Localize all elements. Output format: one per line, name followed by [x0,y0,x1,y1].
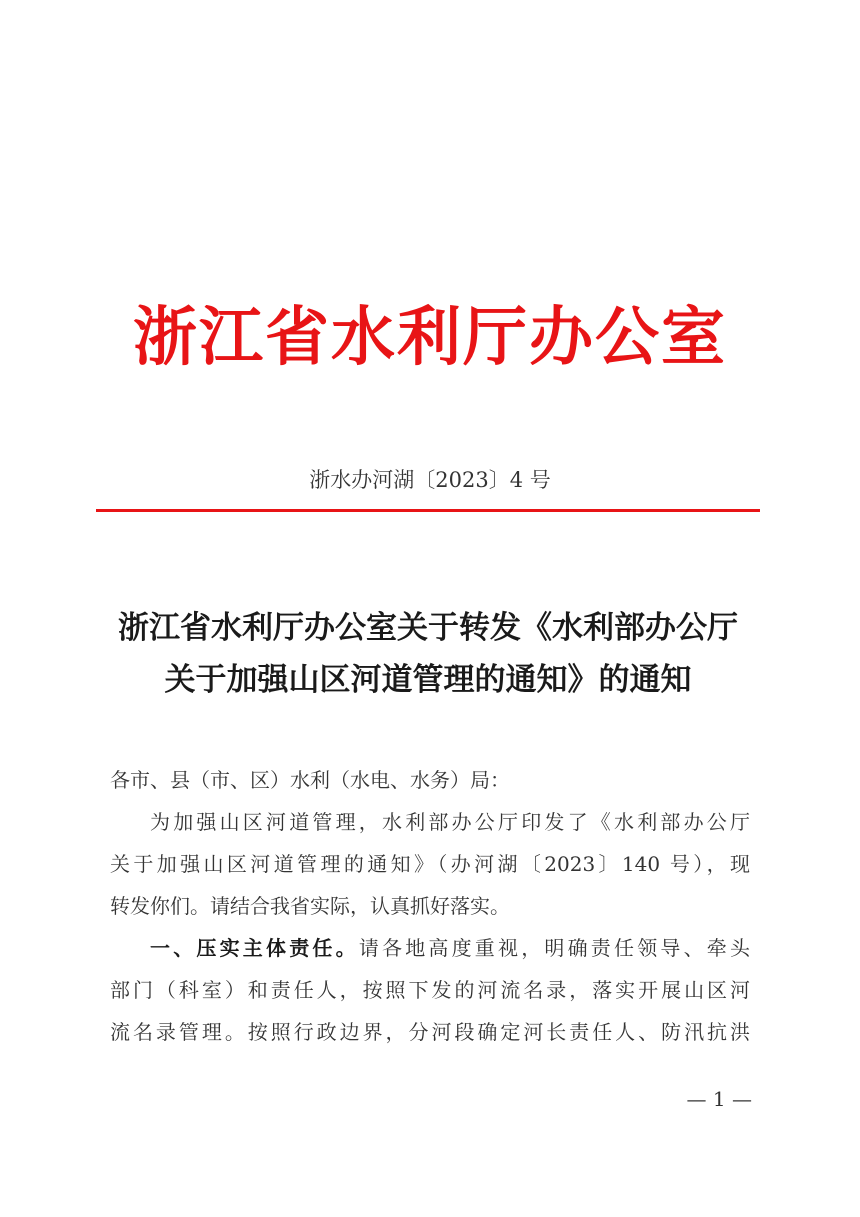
document-title [96,602,760,706]
paragraph-1-line-3: 转发你们。请结合我省实际，认真抓好落实。 [110,894,510,918]
document-body [110,759,750,1053]
salutation: 各市、县（市、区）水利（水电、水务）局： [110,768,510,792]
section-1-first-line-text: 请各地高度重视，明确责任领导、牵头 [358,936,751,960]
title-line-2: 关于加强山区河道管理的通知》的通知 [164,662,692,698]
document-number: 浙水办河湖〔2023〕4 号 [309,468,551,492]
issuing-agency-header: 浙江省水利厅办公室 [133,300,727,375]
section-1-line-2: 部门（科室）和责任人，按照下发的河流名录，落实开展山区河 [110,978,750,1002]
page-number: — 1 — [686,1087,752,1111]
paragraph-1-line-1: 为加强山区河道管理，水利部办公厅印发了《水利部办公厅 [150,810,750,834]
section-1-line-3: 流名录管理。按照行政边界，分河段确定河长责任人、防汛抗洪 [110,1020,750,1044]
title-line-1: 浙江省水利厅办公室关于转发《水利部办公厅 [118,610,738,646]
section-1-first-line [110,927,750,969]
paragraph-1-line-2: 关于加强山区河道管理的通知》（办河湖〔2023〕140 号），现 [110,852,750,876]
section-1-heading: 一、压实主体责任。 [150,936,359,960]
red-divider-line [96,509,760,512]
